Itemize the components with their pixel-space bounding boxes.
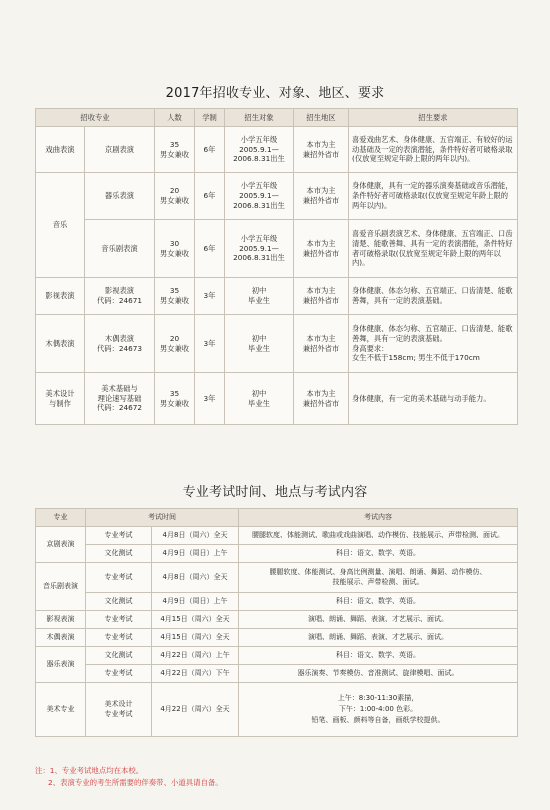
exam-content-cell: 科目：语文、数学、英语。 bbox=[239, 593, 518, 611]
exam-type-cell: 专业考试 bbox=[86, 527, 152, 545]
major-cell: 音乐剧表演 bbox=[36, 563, 86, 611]
enrollment-table bbox=[35, 108, 518, 425]
group-cell: 美术设计 与制作 bbox=[36, 373, 85, 425]
table-row bbox=[36, 315, 518, 373]
note-2: 2、表演专业的考生所需要的伴奏带、小道具请自备。 bbox=[48, 777, 223, 787]
exam-content-cell: 演唱、朗诵、舞蹈、表演、才艺展示、面试。 bbox=[239, 611, 518, 629]
table-row bbox=[36, 127, 518, 173]
major-cell: 美术基础与 理论速写基础 代码：24672 bbox=[85, 373, 155, 425]
header-region: 招生地区 bbox=[294, 109, 349, 127]
count-cell: 35 男女兼收 bbox=[155, 278, 195, 315]
duration-cell: 3年 bbox=[195, 278, 225, 315]
exam-type-cell: 专业考试 bbox=[86, 665, 152, 683]
header-duration: 学制 bbox=[195, 109, 225, 127]
requirement-cell: 身体健康，具有一定的器乐演奏基础或音乐潜能，条件特好者可破格录取(仅放宽至规定年龄上限的两年以内)。 bbox=[349, 173, 518, 220]
exam-time-cell: 4月8日（周六）全天 bbox=[152, 563, 239, 593]
exam-content-cell: 演唱、朗诵、舞蹈、表演、才艺展示、面试。 bbox=[239, 629, 518, 647]
count-cell: 30 男女兼收 bbox=[155, 220, 195, 278]
exam-type-cell: 文化测试 bbox=[86, 545, 152, 563]
major-cell: 影视表演 代码：24671 bbox=[85, 278, 155, 315]
table-row bbox=[36, 173, 518, 220]
header-exam-time: 考试时间 bbox=[86, 509, 239, 527]
region-cell: 本市为主 兼招外省市 bbox=[294, 373, 349, 425]
duration-cell: 3年 bbox=[195, 373, 225, 425]
duration-cell: 6年 bbox=[195, 220, 225, 278]
table-row bbox=[36, 629, 518, 647]
major-cell: 器乐表演 bbox=[36, 647, 86, 683]
major-cell: 木偶表演 bbox=[36, 629, 86, 647]
exam-time-cell: 4月22日（周六）上午 bbox=[152, 647, 239, 665]
exam-time-cell: 4月15日（周六）全天 bbox=[152, 629, 239, 647]
table-row bbox=[36, 611, 518, 629]
group-cell: 木偶表演 bbox=[36, 315, 85, 373]
note-1: 注：1、专业考试地点均在本校。 bbox=[35, 766, 144, 775]
region-cell: 本市为主 兼招外省市 bbox=[294, 278, 349, 315]
requirement-cell: 身体健康、体态匀称、五官端正、口齿清楚、能歌善舞，具有一定的表演基础。 身高要求： 女生不低于158cm; 男生不低于170cm bbox=[349, 315, 518, 373]
section1-title: 2017年招收专业、对象、地区、要求 bbox=[165, 86, 385, 101]
requirement-cell: 身体健康，有一定的美术基础与动手能力。 bbox=[349, 373, 518, 425]
exam-type-cell: 专业考试 bbox=[86, 563, 152, 593]
exam-time-cell: 4月8日（周六）全天 bbox=[152, 527, 239, 545]
table-row bbox=[36, 665, 518, 683]
section2-title: 专业考试时间、地点与考试内容 bbox=[182, 485, 368, 500]
target-cell: 初中 毕业生 bbox=[225, 373, 294, 425]
table-row bbox=[36, 563, 518, 593]
exam-content-cell: 科目：语文、数学、英语。 bbox=[239, 545, 518, 563]
exam-type-cell: 专业考试 bbox=[86, 611, 152, 629]
table-row bbox=[36, 593, 518, 611]
exam-content-cell: 腰腿软度、体能测试、歌曲或戏曲演唱、动作模仿、技能展示、声带检测、面试。 bbox=[239, 527, 518, 545]
exam-time-cell: 4月15日（周六）全天 bbox=[152, 611, 239, 629]
table-row bbox=[36, 220, 518, 278]
group-cell: 音乐 bbox=[36, 173, 85, 278]
exam-type-cell: 专业考试 bbox=[86, 629, 152, 647]
target-cell: 小学五年级 2005.9.1— 2006.8.31出生 bbox=[225, 127, 294, 173]
exam-type-cell: 文化测试 bbox=[86, 593, 152, 611]
target-cell: 初中 毕业生 bbox=[225, 278, 294, 315]
major-cell: 京剧表演 bbox=[85, 127, 155, 173]
count-cell: 20 男女兼收 bbox=[155, 173, 195, 220]
exam-time-cell: 4月9日（周日）上午 bbox=[152, 593, 239, 611]
duration-cell: 6年 bbox=[195, 127, 225, 173]
count-cell: 35 男女兼收 bbox=[155, 373, 195, 425]
major-cell: 木偶表演 代码：24673 bbox=[85, 315, 155, 373]
header-major: 招收专业 bbox=[36, 109, 155, 127]
exam-type-cell: 美术设计 专业考试 bbox=[86, 683, 152, 737]
exam-content-cell: 器乐演奏、节奏模仿、音准测试、旋律模唱、面试。 bbox=[239, 665, 518, 683]
enrollment-table-header bbox=[36, 109, 518, 127]
header-requirement: 招生要求 bbox=[349, 109, 518, 127]
requirement-cell: 喜爱戏曲艺术、身体健康、五官端正、有较好的运动基础及一定的表演潜能，条件特好者可破格录取(仅放宽至规定年龄上限的两年以内)。 bbox=[349, 127, 518, 173]
table-row bbox=[36, 647, 518, 665]
region-cell: 本市为主 兼招外省市 bbox=[294, 220, 349, 278]
duration-cell: 3年 bbox=[195, 315, 225, 373]
requirement-cell: 身体健康、体态匀称、五官端正、口齿清楚、能歌善舞，具有一定的表演基础。 bbox=[349, 278, 518, 315]
header-exam-content: 考试内容 bbox=[239, 509, 518, 527]
exam-content-cell: 腰腿软度、体能测试、身高比例测量、演唱、朗诵、舞蹈、动作模仿、 技能展示、声带检测、面试。 bbox=[239, 563, 518, 593]
header-count: 人数 bbox=[155, 109, 195, 127]
footnotes bbox=[35, 765, 223, 789]
header-target: 招生对象 bbox=[225, 109, 294, 127]
count-cell: 20 男女兼收 bbox=[155, 315, 195, 373]
group-cell: 戏曲表演 bbox=[36, 127, 85, 173]
group-cell: 影视表演 bbox=[36, 278, 85, 315]
table-row bbox=[36, 373, 518, 425]
duration-cell: 6年 bbox=[195, 173, 225, 220]
exam-type-cell: 文化测试 bbox=[86, 647, 152, 665]
exam-time-cell: 4月9日（周日）上午 bbox=[152, 545, 239, 563]
target-cell: 小学五年级 2005.9.1— 2006.8.31出生 bbox=[225, 173, 294, 220]
exam-time-cell: 4月22日（周六）全天 bbox=[152, 683, 239, 737]
region-cell: 本市为主 兼招外省市 bbox=[294, 173, 349, 220]
region-cell: 本市为主 兼招外省市 bbox=[294, 315, 349, 373]
table-row bbox=[36, 278, 518, 315]
major-cell: 美术专业 bbox=[36, 683, 86, 737]
header-major: 专业 bbox=[36, 509, 86, 527]
exam-schedule-table bbox=[35, 508, 518, 737]
region-cell: 本市为主 兼招外省市 bbox=[294, 127, 349, 173]
major-cell: 音乐剧表演 bbox=[85, 220, 155, 278]
exam-table-header bbox=[36, 509, 518, 527]
table-row bbox=[36, 527, 518, 545]
target-cell: 初中 毕业生 bbox=[225, 315, 294, 373]
count-cell: 35 男女兼收 bbox=[155, 127, 195, 173]
table-row bbox=[36, 545, 518, 563]
exam-time-cell: 4月22日（周六）下午 bbox=[152, 665, 239, 683]
exam-content-cell: 科目：语文、数学、英语。 bbox=[239, 647, 518, 665]
major-cell: 器乐表演 bbox=[85, 173, 155, 220]
table-row bbox=[36, 683, 518, 737]
requirement-cell: 喜爱音乐剧表演艺术、身体健康、五官端正、口齿清楚、能歌善舞、具有一定的表演潜能，条件特好者可破格录取(仅放宽至规定年龄上限的两年以内)。 bbox=[349, 220, 518, 278]
exam-content-cell: 上午：8:30-11:30素描， 下午：1:00-4:00 色彩。 铅笔、画板、颜料等自备，画纸学校提供。 bbox=[239, 683, 518, 737]
major-cell: 京剧表演 bbox=[36, 527, 86, 563]
target-cell: 小学五年级 2005.9.1— 2006.8.31出生 bbox=[225, 220, 294, 278]
major-cell: 影视表演 bbox=[36, 611, 86, 629]
